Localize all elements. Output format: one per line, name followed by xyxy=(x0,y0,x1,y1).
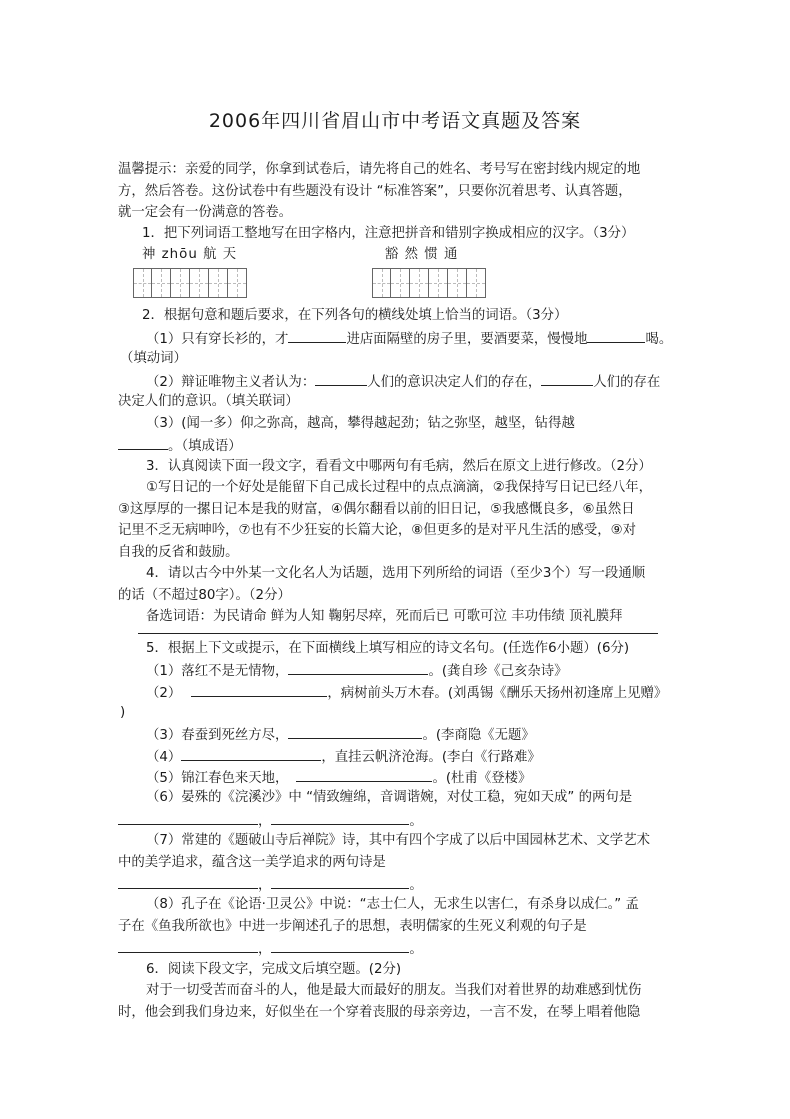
q5-item-6: （6）晏殊的《浣溪沙》中 “情致缠绵，音调谐婉，对仗工稳，宛如天成” 的两句是 xyxy=(146,790,633,805)
q2-sentence-2 xyxy=(146,373,660,391)
grid-cell[interactable] xyxy=(171,268,190,298)
q3-line: ①写日记的一个好处是能留下自己成长过程中的点点滴滴，②我保持写日记已经八年， xyxy=(146,480,653,495)
q5-item-8: （8）孔子在《论语·卫灵公》中说：“志士仁人，无求生以害仁，有杀身以成仁。” 孟 xyxy=(146,897,639,912)
grid-cell[interactable] xyxy=(467,268,486,298)
grid-cell[interactable] xyxy=(391,268,410,298)
q4-stem: 4．请以古今中外某一文化名人为话题，选用下列所给的词语（至少3个）写一段通顺 xyxy=(146,566,646,581)
q2-stem: 2．根据句意和题后要求，在下列各句的横线处填上恰当的词语。（3分） xyxy=(142,308,568,323)
q2-s1-text: 喝。 xyxy=(645,332,673,347)
grid-cell[interactable] xyxy=(410,268,429,298)
answer-blank[interactable] xyxy=(118,876,258,889)
q5-item-7: （7）常建的《题破山寺后禅院》诗，其中有四个字成了以后中国园林艺术、文学艺术 xyxy=(146,833,650,848)
q5-item-8-cont: 子在《鱼我所欲也》中进一步阐述孔子的思想，表明儒家的生死义利观的句子是 xyxy=(118,919,587,934)
grid-cell[interactable] xyxy=(133,268,152,298)
page-title: 2006年四川省眉山市中考语文真题及答案 xyxy=(208,110,582,132)
q5-item-6-answer xyxy=(118,812,423,830)
grid-cell[interactable] xyxy=(209,268,228,298)
q5-text: 。(龚自珍《己亥杂诗》 xyxy=(428,664,568,679)
answer-blank[interactable] xyxy=(315,373,367,386)
q6-passage-line: 时，他会到我们身边来，好似坐在一个穿着丧服的母亲旁边，一言不发，在琴上唱着他隐 xyxy=(118,1005,641,1020)
answer-blank[interactable] xyxy=(118,437,168,450)
q2-s3-text: 。（填成语） xyxy=(168,439,242,454)
q5-text: ，病树前头万木春。(刘禹锡《酬乐天扬州初逢席上见赠》 xyxy=(327,686,668,701)
q5-item-7-answer xyxy=(118,876,423,894)
answer-blank[interactable] xyxy=(288,662,428,675)
q5-text: （3）春蚕到死丝方尽， xyxy=(146,728,289,743)
grid-cell[interactable] xyxy=(190,268,209,298)
q6-stem: 6．阅读下段文字，完成文后填空题。(2分) xyxy=(146,962,402,977)
q4-stem-cont: 的话（不超过80字）。（2分） xyxy=(118,588,291,603)
tip-line: 方，然后答卷。这份试卷中有些题没有设计 “标准答案”，只要你沉着思考、认真答题， xyxy=(118,184,632,199)
q5-item-1 xyxy=(146,662,568,680)
q3-stem: 3．认真阅读下面一段文字，看看文中哪两句有毛病，然后在原文上进行修改。（2分） xyxy=(146,459,652,474)
q5-item-7-cont: 中的美学追求，蕴含这一美学追求的两句诗是 xyxy=(118,855,386,870)
tian-grid-right[interactable] xyxy=(372,268,486,298)
q5-item-8-answer xyxy=(118,940,423,958)
q2-s1-text: （1）只有穿长衫的，才 xyxy=(146,332,289,347)
q6-passage-line: 对于一切受苦而奋斗的人，他是最大而最好的朋友。当我们对着世界的劫难感到忧伤 xyxy=(146,983,642,998)
answer-blank[interactable] xyxy=(587,330,645,343)
q5-stem: 5．根据上下文或提示，在下面横线上填写相应的诗文名句。(任选作6小题）(6分) xyxy=(146,641,630,656)
q5-item-5 xyxy=(146,769,531,787)
q5-text: （1）落红不是无情物， xyxy=(146,664,289,679)
q5-text: 。(杜甫《登楼》 xyxy=(432,771,532,786)
q5-item-2 xyxy=(146,684,667,702)
q2-sentence-3: （3）(闻一多）仰之弥高，越高，攀得越起劲；钻之弥坚，越坚，钻得越 xyxy=(146,416,575,431)
q2-s2-text: 人们的意识决定人们的存在， xyxy=(367,375,542,390)
answer-blank[interactable] xyxy=(118,940,258,953)
answer-blank[interactable] xyxy=(191,684,327,697)
q2-s2-text: 人们的存在 xyxy=(593,375,661,390)
q2-s1-text: 进店面隔壁的房子里，要酒要菜，慢慢地 xyxy=(346,332,588,347)
grid-cell[interactable] xyxy=(372,268,391,298)
q4-answer-line[interactable] xyxy=(138,633,658,634)
q1-stem: 1．把下列词语工整地写在田字格内，注意把拼音和错别字换成相应的汉字。（3分） xyxy=(142,226,635,241)
q5-text: 。 xyxy=(409,878,423,893)
q5-text: ， xyxy=(258,814,272,829)
q1-word-left: 神 zhōu 航 天 xyxy=(142,247,238,262)
answer-blank[interactable] xyxy=(288,330,346,343)
answer-blank[interactable] xyxy=(271,876,409,889)
q5-item-4 xyxy=(146,748,541,766)
q5-text: ，直挂云帆济沧海。(李白《行路难》 xyxy=(321,750,541,765)
q5-text: 。 xyxy=(409,814,423,829)
q1-word-right: 豁 然 惯 通 xyxy=(385,247,459,262)
answer-blank[interactable] xyxy=(541,373,593,386)
answer-blank[interactable] xyxy=(296,769,432,782)
grid-cell[interactable] xyxy=(429,268,448,298)
q5-text: ， xyxy=(258,878,272,893)
grid-cell[interactable] xyxy=(228,268,247,298)
grid-cell[interactable] xyxy=(448,268,467,298)
q4-word-list: 备选词语：为民请命 鲜为人知 鞠躬尽瘁，死而后已 可歌可泣 丰功伟绩 顶礼膜拜 xyxy=(146,609,623,624)
tian-grid-left[interactable] xyxy=(133,268,247,298)
answer-blank[interactable] xyxy=(288,726,422,739)
grid-cell[interactable] xyxy=(152,268,171,298)
q3-line: ③这厚厚的一摞日记本是我的财富，④偶尔翻看以前的旧日记，⑤我感慨良多，⑥虽然日 xyxy=(118,502,635,517)
q3-line: 自我的反省和鼓励。 xyxy=(118,545,239,560)
tip-line: 温馨提示：亲爱的同学，你拿到试卷后，请先将自己的姓名、考号写在密封线内规定的地 xyxy=(118,162,641,177)
q5-text: ， xyxy=(258,942,272,957)
q5-item-3 xyxy=(146,726,535,744)
q5-text: （5）锦江春色来天地， xyxy=(146,771,289,786)
q2-s2-cont: 决定人们的意识。（填关联词） xyxy=(118,394,299,409)
tip-line: 就一定会有一份满意的答卷。 xyxy=(118,205,293,220)
q2-s1-note: （填动词） xyxy=(120,351,187,366)
q5-text: 。(李商隐《无题》 xyxy=(422,728,535,743)
answer-blank[interactable] xyxy=(271,812,409,825)
q2-s2-text: （2）辩证唯物主义者认为： xyxy=(146,375,316,390)
q5-item-2-end: ) xyxy=(120,705,126,720)
q5-text: （4） xyxy=(146,750,182,765)
answer-blank[interactable] xyxy=(271,940,409,953)
q5-text: 。 xyxy=(409,942,423,957)
answer-blank[interactable] xyxy=(181,748,321,761)
q2-sentence-3-end xyxy=(118,437,242,455)
answer-blank[interactable] xyxy=(118,812,258,825)
q5-text: （2） xyxy=(146,686,182,701)
q3-line: 记里不乏无病呻吟，⑦也有不少狂妄的长篇大论，⑧但更多的是对平凡生活的感受，⑨对 xyxy=(118,523,637,538)
q2-sentence-1 xyxy=(146,330,672,348)
